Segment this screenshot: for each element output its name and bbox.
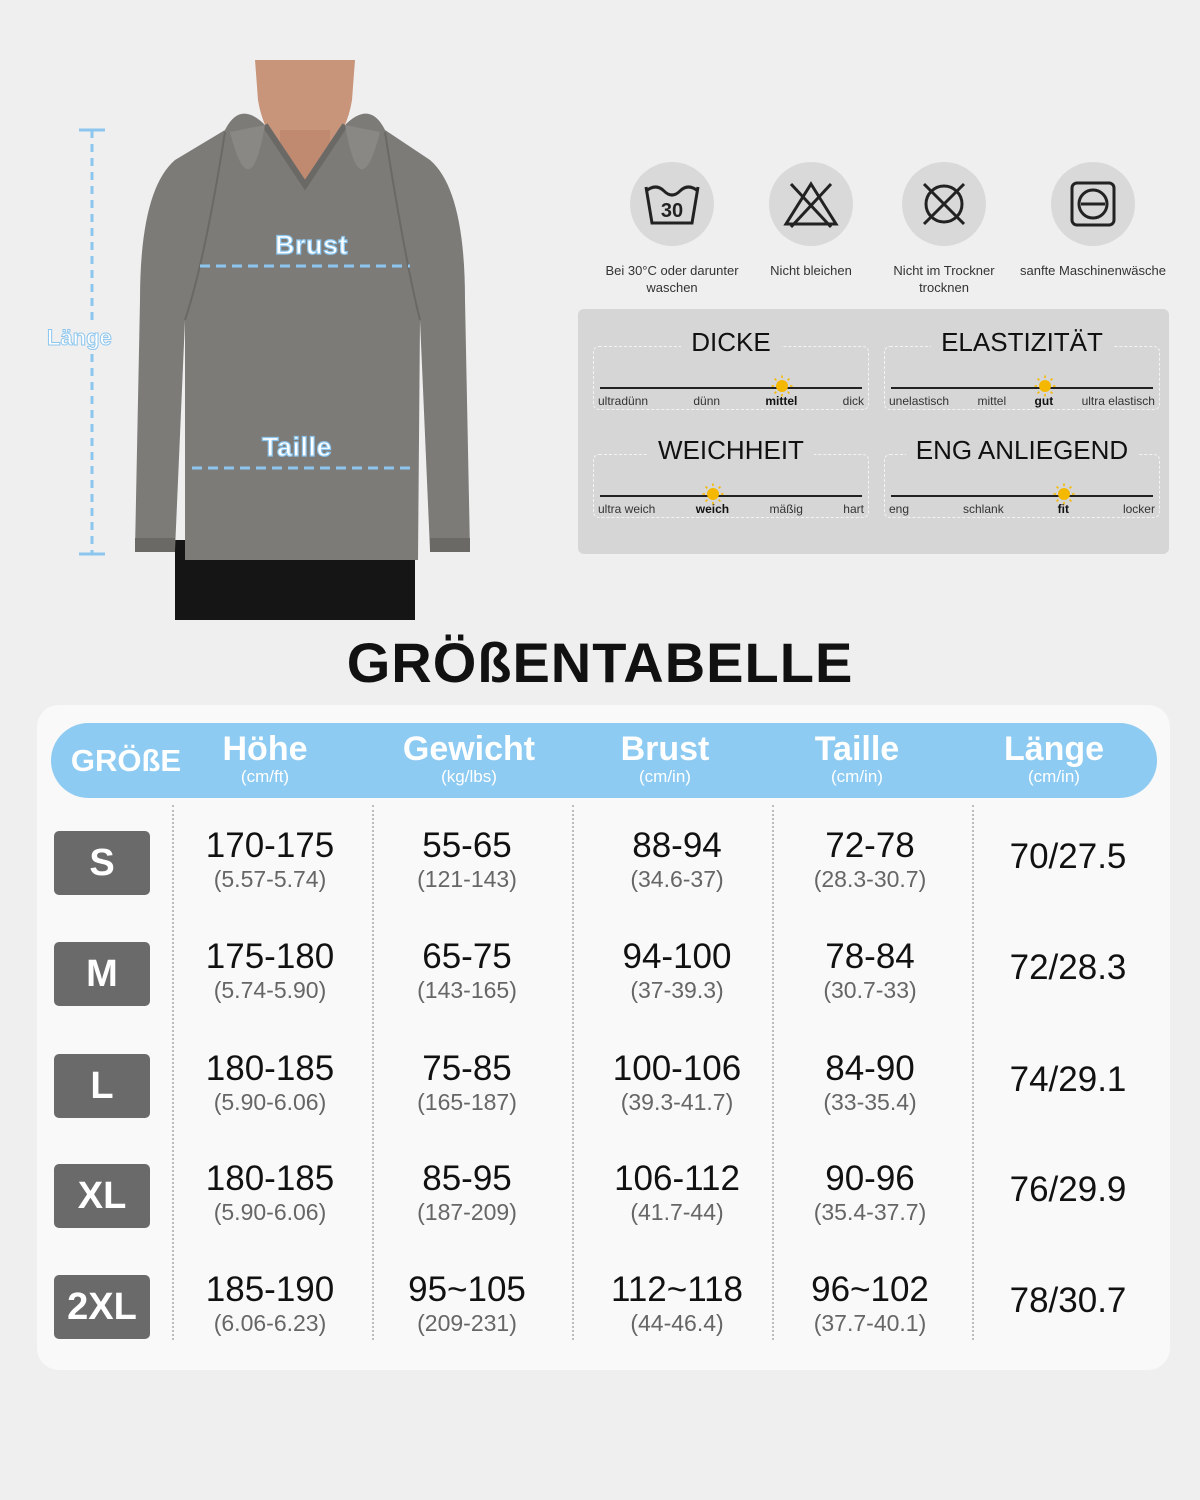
cell-imperial: (30.7-33) bbox=[823, 977, 917, 1003]
cell-waist bbox=[770, 1050, 970, 1116]
cell-imperial: (121-143) bbox=[417, 866, 517, 892]
cell-value: 170-175 bbox=[205, 826, 335, 865]
property-thickness bbox=[593, 327, 869, 410]
cell-value: 84-90 bbox=[825, 1049, 915, 1088]
cell-length: 72/28.3 bbox=[1009, 948, 1127, 987]
cell-imperial: (37-39.3) bbox=[630, 977, 724, 1003]
care-item-bleach bbox=[736, 162, 886, 279]
page-title: GRÖßENTABELLE bbox=[346, 631, 854, 694]
cell-height bbox=[170, 938, 370, 1004]
cell-imperial: (143-165) bbox=[417, 977, 517, 1003]
property-option: mäßig bbox=[769, 502, 803, 516]
cell-height bbox=[170, 1160, 370, 1226]
cell-length: 70/27.5 bbox=[1009, 837, 1127, 876]
sun-icon bbox=[702, 483, 724, 505]
property-title: DICKE bbox=[681, 327, 780, 357]
cell-imperial: (28.3-30.7) bbox=[813, 866, 927, 892]
cell-chest bbox=[577, 1271, 777, 1337]
cell-value: 85-95 bbox=[422, 1159, 512, 1198]
cell-value: 78-84 bbox=[825, 937, 915, 976]
no-tumble-dry-icon bbox=[902, 162, 986, 246]
cell-imperial: (5.90-6.06) bbox=[213, 1199, 327, 1225]
cell-imperial: (33-35.4) bbox=[823, 1089, 917, 1115]
cell-height bbox=[170, 1050, 370, 1116]
cell-value: 112~118 bbox=[610, 1270, 744, 1309]
care-item-dryer bbox=[869, 162, 1019, 296]
property-option: dünn bbox=[693, 394, 721, 408]
property-option: eng bbox=[889, 502, 910, 516]
cell-imperial: (5.90-6.06) bbox=[213, 1089, 327, 1115]
size-badge: M bbox=[54, 942, 150, 1006]
cell-value: 88-94 bbox=[632, 826, 722, 865]
cell-imperial: (165-187) bbox=[417, 1089, 517, 1115]
chest-label: Brust bbox=[275, 230, 349, 260]
length-label: Länge bbox=[47, 325, 112, 350]
property-option: fit bbox=[1057, 502, 1069, 516]
size-badge: L bbox=[54, 1054, 150, 1118]
cell-value: 94-100 bbox=[622, 937, 732, 976]
sun-icon bbox=[1053, 483, 1075, 505]
property-elasticity bbox=[884, 327, 1160, 410]
cell-length: 76/29.9 bbox=[1009, 1170, 1127, 1209]
cell-value: 100-106 bbox=[612, 1049, 742, 1088]
sun-icon bbox=[771, 375, 793, 397]
cell-value: 55-65 bbox=[422, 826, 512, 865]
property-title: WEICHHEIT bbox=[648, 435, 814, 465]
product-figure bbox=[130, 60, 475, 620]
header-size: GRÖßE bbox=[70, 743, 182, 778]
header-length: Länge (cm/in) bbox=[1003, 730, 1105, 786]
property-option: ultradünn bbox=[598, 394, 649, 408]
cell-chest bbox=[577, 1160, 777, 1226]
property-option: dick bbox=[842, 394, 864, 408]
cell-value: 90-96 bbox=[825, 1159, 915, 1198]
property-option: mittel bbox=[977, 394, 1007, 408]
cell-value: 95~105 bbox=[408, 1270, 526, 1309]
cell-imperial: (187-209) bbox=[417, 1199, 517, 1225]
cell-value: 96~102 bbox=[811, 1270, 929, 1309]
sun-icon bbox=[1034, 375, 1056, 397]
cell-value: 106-112 bbox=[614, 1159, 740, 1198]
cell-value: 180-185 bbox=[205, 1159, 335, 1198]
cell-height bbox=[170, 1271, 370, 1337]
cell-weight bbox=[367, 1271, 567, 1337]
cell-value: 175-180 bbox=[205, 937, 335, 976]
cell-imperial: (209-231) bbox=[417, 1310, 517, 1336]
cell-length: 74/29.1 bbox=[1009, 1060, 1127, 1099]
property-option: schlank bbox=[963, 502, 1004, 516]
cell-chest bbox=[577, 938, 777, 1004]
cell-value: 65-75 bbox=[422, 937, 512, 976]
cell-imperial: (5.57-5.74) bbox=[213, 866, 327, 892]
property-option: ultra weich bbox=[598, 502, 656, 516]
property-title: ENG ANLIEGEND bbox=[906, 435, 1138, 465]
cell-chest bbox=[577, 827, 777, 893]
property-title: ELASTIZITÄT bbox=[931, 327, 1113, 357]
property-fit bbox=[884, 435, 1160, 518]
property-option: locker bbox=[1122, 502, 1155, 516]
cell-weight bbox=[367, 1050, 567, 1116]
properties-panel bbox=[578, 309, 1169, 554]
hoodie-model-image bbox=[130, 60, 475, 620]
cell-waist bbox=[770, 1271, 970, 1337]
property-option: weich bbox=[695, 502, 730, 516]
cell-imperial: (6.06-6.23) bbox=[213, 1310, 327, 1336]
cell-value: 72-78 bbox=[825, 826, 915, 865]
care-label: Nicht im Trockner trocknen bbox=[893, 263, 995, 295]
property-option: ultra elastisch bbox=[1081, 394, 1155, 408]
care-label: Bei 30°C oder darunter waschen bbox=[605, 263, 739, 295]
property-softness bbox=[593, 435, 869, 518]
gentle-machine-wash-icon bbox=[1051, 162, 1135, 246]
cell-weight bbox=[367, 827, 567, 893]
cell-imperial: (34.6-37) bbox=[630, 866, 724, 892]
care-item-gentle bbox=[1008, 162, 1178, 279]
care-label: Nicht bleichen bbox=[770, 263, 852, 278]
property-option: hart bbox=[843, 502, 864, 516]
wash-30-icon bbox=[630, 162, 714, 246]
size-table bbox=[37, 705, 1170, 1370]
cell-waist bbox=[770, 1160, 970, 1226]
cell-imperial: (37.7-40.1) bbox=[813, 1310, 927, 1336]
cell-weight bbox=[367, 1160, 567, 1226]
size-badge: S bbox=[54, 831, 150, 895]
cell-length: 78/30.7 bbox=[1009, 1281, 1127, 1320]
header-weight: Gewicht (kg/lbs) bbox=[402, 730, 536, 786]
cell-chest bbox=[577, 1050, 777, 1116]
table-header bbox=[51, 723, 1157, 798]
cell-imperial: (44-46.4) bbox=[630, 1310, 724, 1336]
header-height: Höhe (cm/ft) bbox=[222, 730, 308, 786]
cell-imperial: (39.3-41.7) bbox=[620, 1089, 734, 1115]
cell-value: 180-185 bbox=[205, 1049, 335, 1088]
cell-waist bbox=[770, 938, 970, 1004]
header-chest: Brust (cm/in) bbox=[620, 730, 710, 786]
cell-imperial: (35.4-37.7) bbox=[813, 1199, 927, 1225]
svg-text:30: 30 bbox=[660, 200, 684, 222]
header-waist: Taille (cm/in) bbox=[814, 730, 900, 786]
waist-label: Taille bbox=[262, 432, 333, 462]
cell-weight bbox=[367, 938, 567, 1004]
care-item-wash bbox=[597, 162, 747, 296]
cell-value: 75-85 bbox=[422, 1049, 512, 1088]
cell-value: 185-190 bbox=[205, 1270, 335, 1309]
no-bleach-icon bbox=[769, 162, 853, 246]
cell-imperial: (5.74-5.90) bbox=[213, 977, 327, 1003]
property-option: gut bbox=[1034, 394, 1054, 408]
cell-waist bbox=[770, 827, 970, 893]
property-option: mittel bbox=[765, 394, 798, 408]
cell-imperial: (41.7-44) bbox=[630, 1199, 724, 1225]
size-badge: 2XL bbox=[54, 1275, 150, 1339]
care-label: sanfte Maschinenwäsche bbox=[1020, 263, 1166, 278]
property-option: unelastisch bbox=[889, 394, 950, 408]
size-badge: XL bbox=[54, 1164, 150, 1228]
cell-height bbox=[170, 827, 370, 893]
